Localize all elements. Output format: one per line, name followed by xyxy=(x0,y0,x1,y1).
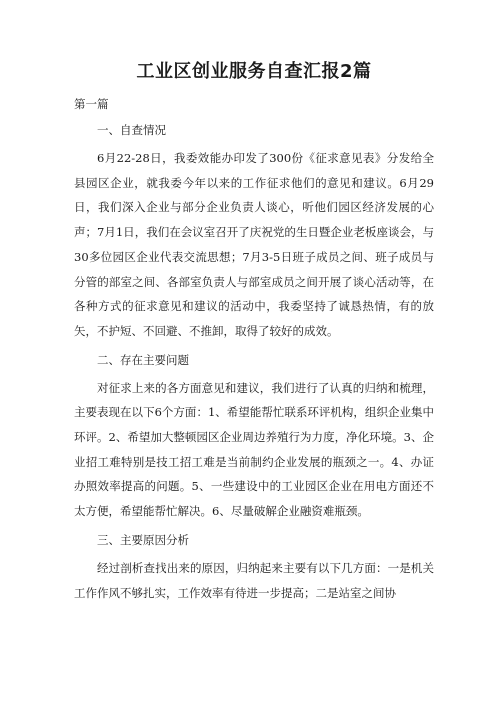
section-heading-problems: 二、存在主要问题 xyxy=(97,352,189,367)
section-paragraph-self-check: 6月22-28日，我委效能办印发了300份《征求意见表》分发给全县园区企业，就我委今年以来的工作征求他们的意见和建议。6月29日，我们深入企业与部分企业负责人谈心，听他们园区经济发展的心声；7月1日，我们在会议室召开了庆祝党的生日暨企业老板座谈会，与30多位园区企业代表交流思想；7月3-5日班子成员之间、班子成员与分管的部室之间、各部室负责人与部室成员之间开展了谈心活动等，在各种方式的征求意见和建议的活动中，我委坚持了诚恳热情，有的放矢，不护短、不回避、不推卸，取得了较好的成效。 xyxy=(74,151,434,338)
document-title: 工业区创业服务自查汇报2篇 xyxy=(136,61,372,82)
section-heading-self-check: 一、自查情况 xyxy=(97,123,166,137)
part-label: 第一篇 xyxy=(74,97,109,111)
section-heading-causes: 三、主要原因分析 xyxy=(97,532,189,547)
section-paragraph-problems: 对征求上来的各方面意见和建议，我们进行了认真的归纳和梳理，主要表现在以下6个方面：1、希望能帮忙联系环评机构，组织企业集中环评。2、希望加大整顿园区企业周边养殖行为力度，净化环境。3、企业招工难特别是技工招工难是当前制约企业发展的瓶颈之一。4、办证办照效率提高的问题。5、一些建设中的工业园区企业在用电方面还不太方便，希望能帮忙解决。6、尽量破解企业融资难瓶颈。 xyxy=(74,380,434,519)
section-paragraph-causes: 经过剖析查找出来的原因，归纳起来主要有以下几方面：一是机关工作作风不够扎实，工作效率有待进一步提高；二是站室之间协 xyxy=(74,560,434,600)
